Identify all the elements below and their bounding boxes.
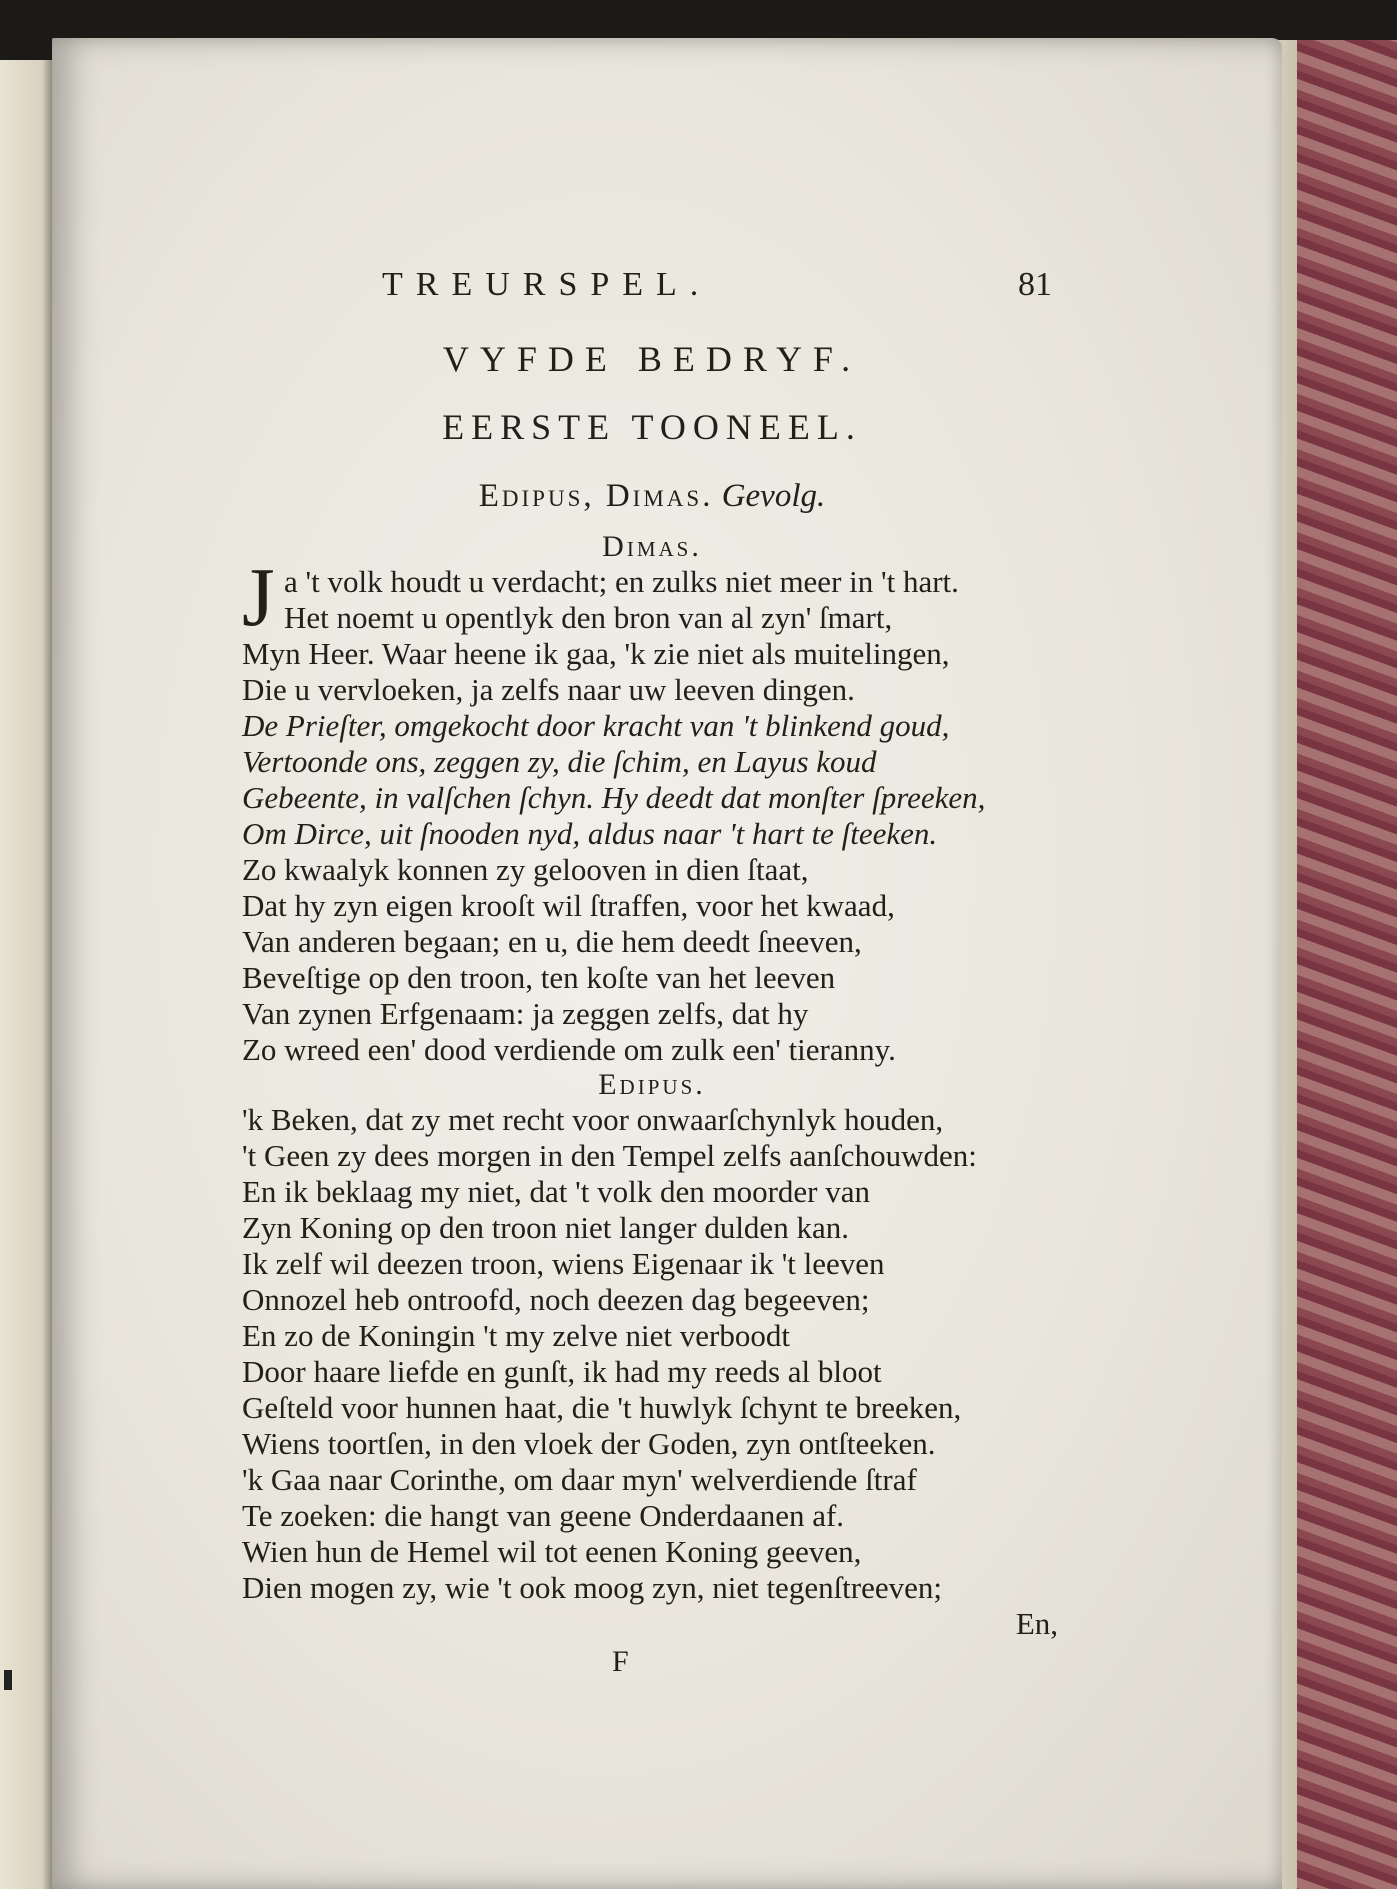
verse-line: Zo wreed een' dood verdiende om zulk een' tieranny.	[242, 1032, 896, 1067]
verse-line: Beveſtige op den troon, ten koſte van het leeven	[242, 960, 836, 995]
book-page	[52, 38, 1282, 1889]
drop-capital: J	[242, 551, 275, 644]
verse-line: 'k Beken, dat zy met recht voor onwaarſchynlyk houden,	[242, 1102, 944, 1137]
verse-line: Onnozel heb ontroofd, noch deezen dag begeeven;	[242, 1282, 870, 1317]
speech-dimas	[242, 551, 1062, 1068]
page-number: 81	[1018, 266, 1052, 303]
verse-line: 't Geen zy dees morgen in den Tempel zelfs aanſchouwden:	[242, 1138, 977, 1173]
verse-line: Door haare liefde en gunſt, ik had my reeds al bloot	[242, 1354, 882, 1389]
dropcap-block	[242, 551, 1062, 644]
speaker-edipus: Edipus.	[598, 1068, 706, 1101]
verse-line: De Prieſter, omgekocht door kracht van 't blinkend goud,	[242, 708, 950, 743]
cast-names: Edipus, Dimas.	[478, 478, 714, 514]
verse-line: Van zynen Erfgenaam: ja zeggen zelfs, dat hy	[242, 996, 809, 1031]
verse-line: Te zoeken: die hangt van geene Onderdaanen af.	[242, 1498, 845, 1533]
verse-line: Van anderen begaan; en u, die hem deedt ſneeven,	[242, 924, 862, 959]
verse-line: Wien hun de Hemel wil tot eenen Koning geeven,	[242, 1534, 862, 1569]
catchword: En,	[1015, 1606, 1058, 1641]
speaker-dimas: Dimas.	[602, 530, 702, 563]
verse-line: Geſteld voor hunnen haat, die 't huwlyk ſchynt te breeken,	[242, 1390, 962, 1425]
running-header	[242, 266, 1062, 318]
verse-line: Myn Heer. Waar heene ik gaa, 'k zie niet als muitelingen,	[242, 636, 950, 671]
verse-line: Dat hy zyn eigen krooſt wil ſtraffen, voor het kwaad,	[242, 888, 895, 923]
facing-page-left	[0, 60, 60, 1889]
verse-line: Wiens toortſen, in den vloek der Goden, zyn ontſteeken.	[242, 1426, 936, 1461]
act-title: VYFDE BEDRYF.	[442, 339, 862, 379]
verse-line: a 't volk houdt u verdacht; en zulks niet meer in 't hart.	[284, 564, 959, 599]
verse-line: Om Dirce, uit ſnooden nyd, aldus naar 't hart te ſteeken.	[242, 816, 938, 851]
verse-line: Gebeente, in valſchen ſchyn. Hy deedt dat monſter ſpreeken,	[242, 780, 986, 815]
verse-line: Zyn Koning op den troon niet langer dulden kan.	[242, 1210, 849, 1245]
verse-line: Vertoonde ons, zeggen zy, die ſchim, en Layus koud	[242, 744, 877, 779]
facing-page-mark	[4, 1670, 12, 1690]
verse-line: Het noemt u opentlyk den bron van al zyn' ſmart,	[284, 600, 893, 635]
speech-edipus	[242, 1102, 1062, 1606]
verse-line: Zo kwaalyk konnen zy gelooven in dien ſtaat,	[242, 852, 809, 887]
page-footer	[242, 1606, 1062, 1678]
verse-line: En zo de Koningin 't my zelve niet verboodt	[242, 1318, 790, 1353]
verse-line: Die u vervloeken, ja zelfs naar uw leeven dingen.	[242, 672, 855, 707]
cast-list	[242, 478, 1062, 530]
verse-line: 'k Gaa naar Corinthe, om daar myn' welverdiende ſtraf	[242, 1462, 917, 1497]
running-title: TREURSPEL.	[382, 266, 712, 303]
signature-mark: F	[612, 1645, 629, 1678]
verse-line: En ik beklaag my niet, dat 't volk den moorder van	[242, 1174, 871, 1209]
cast-extra: Gevolg.	[721, 478, 826, 514]
verse-line: Dien mogen zy, wie 't ook moog zyn, niet tegenſtreeven;	[242, 1570, 943, 1605]
scene-title: EERSTE TOONEEL.	[442, 407, 862, 447]
page-content	[242, 266, 1062, 1678]
verse-line: Ik zelf wil deezen troon, wiens Eigenaar ik 't leeven	[242, 1246, 885, 1281]
